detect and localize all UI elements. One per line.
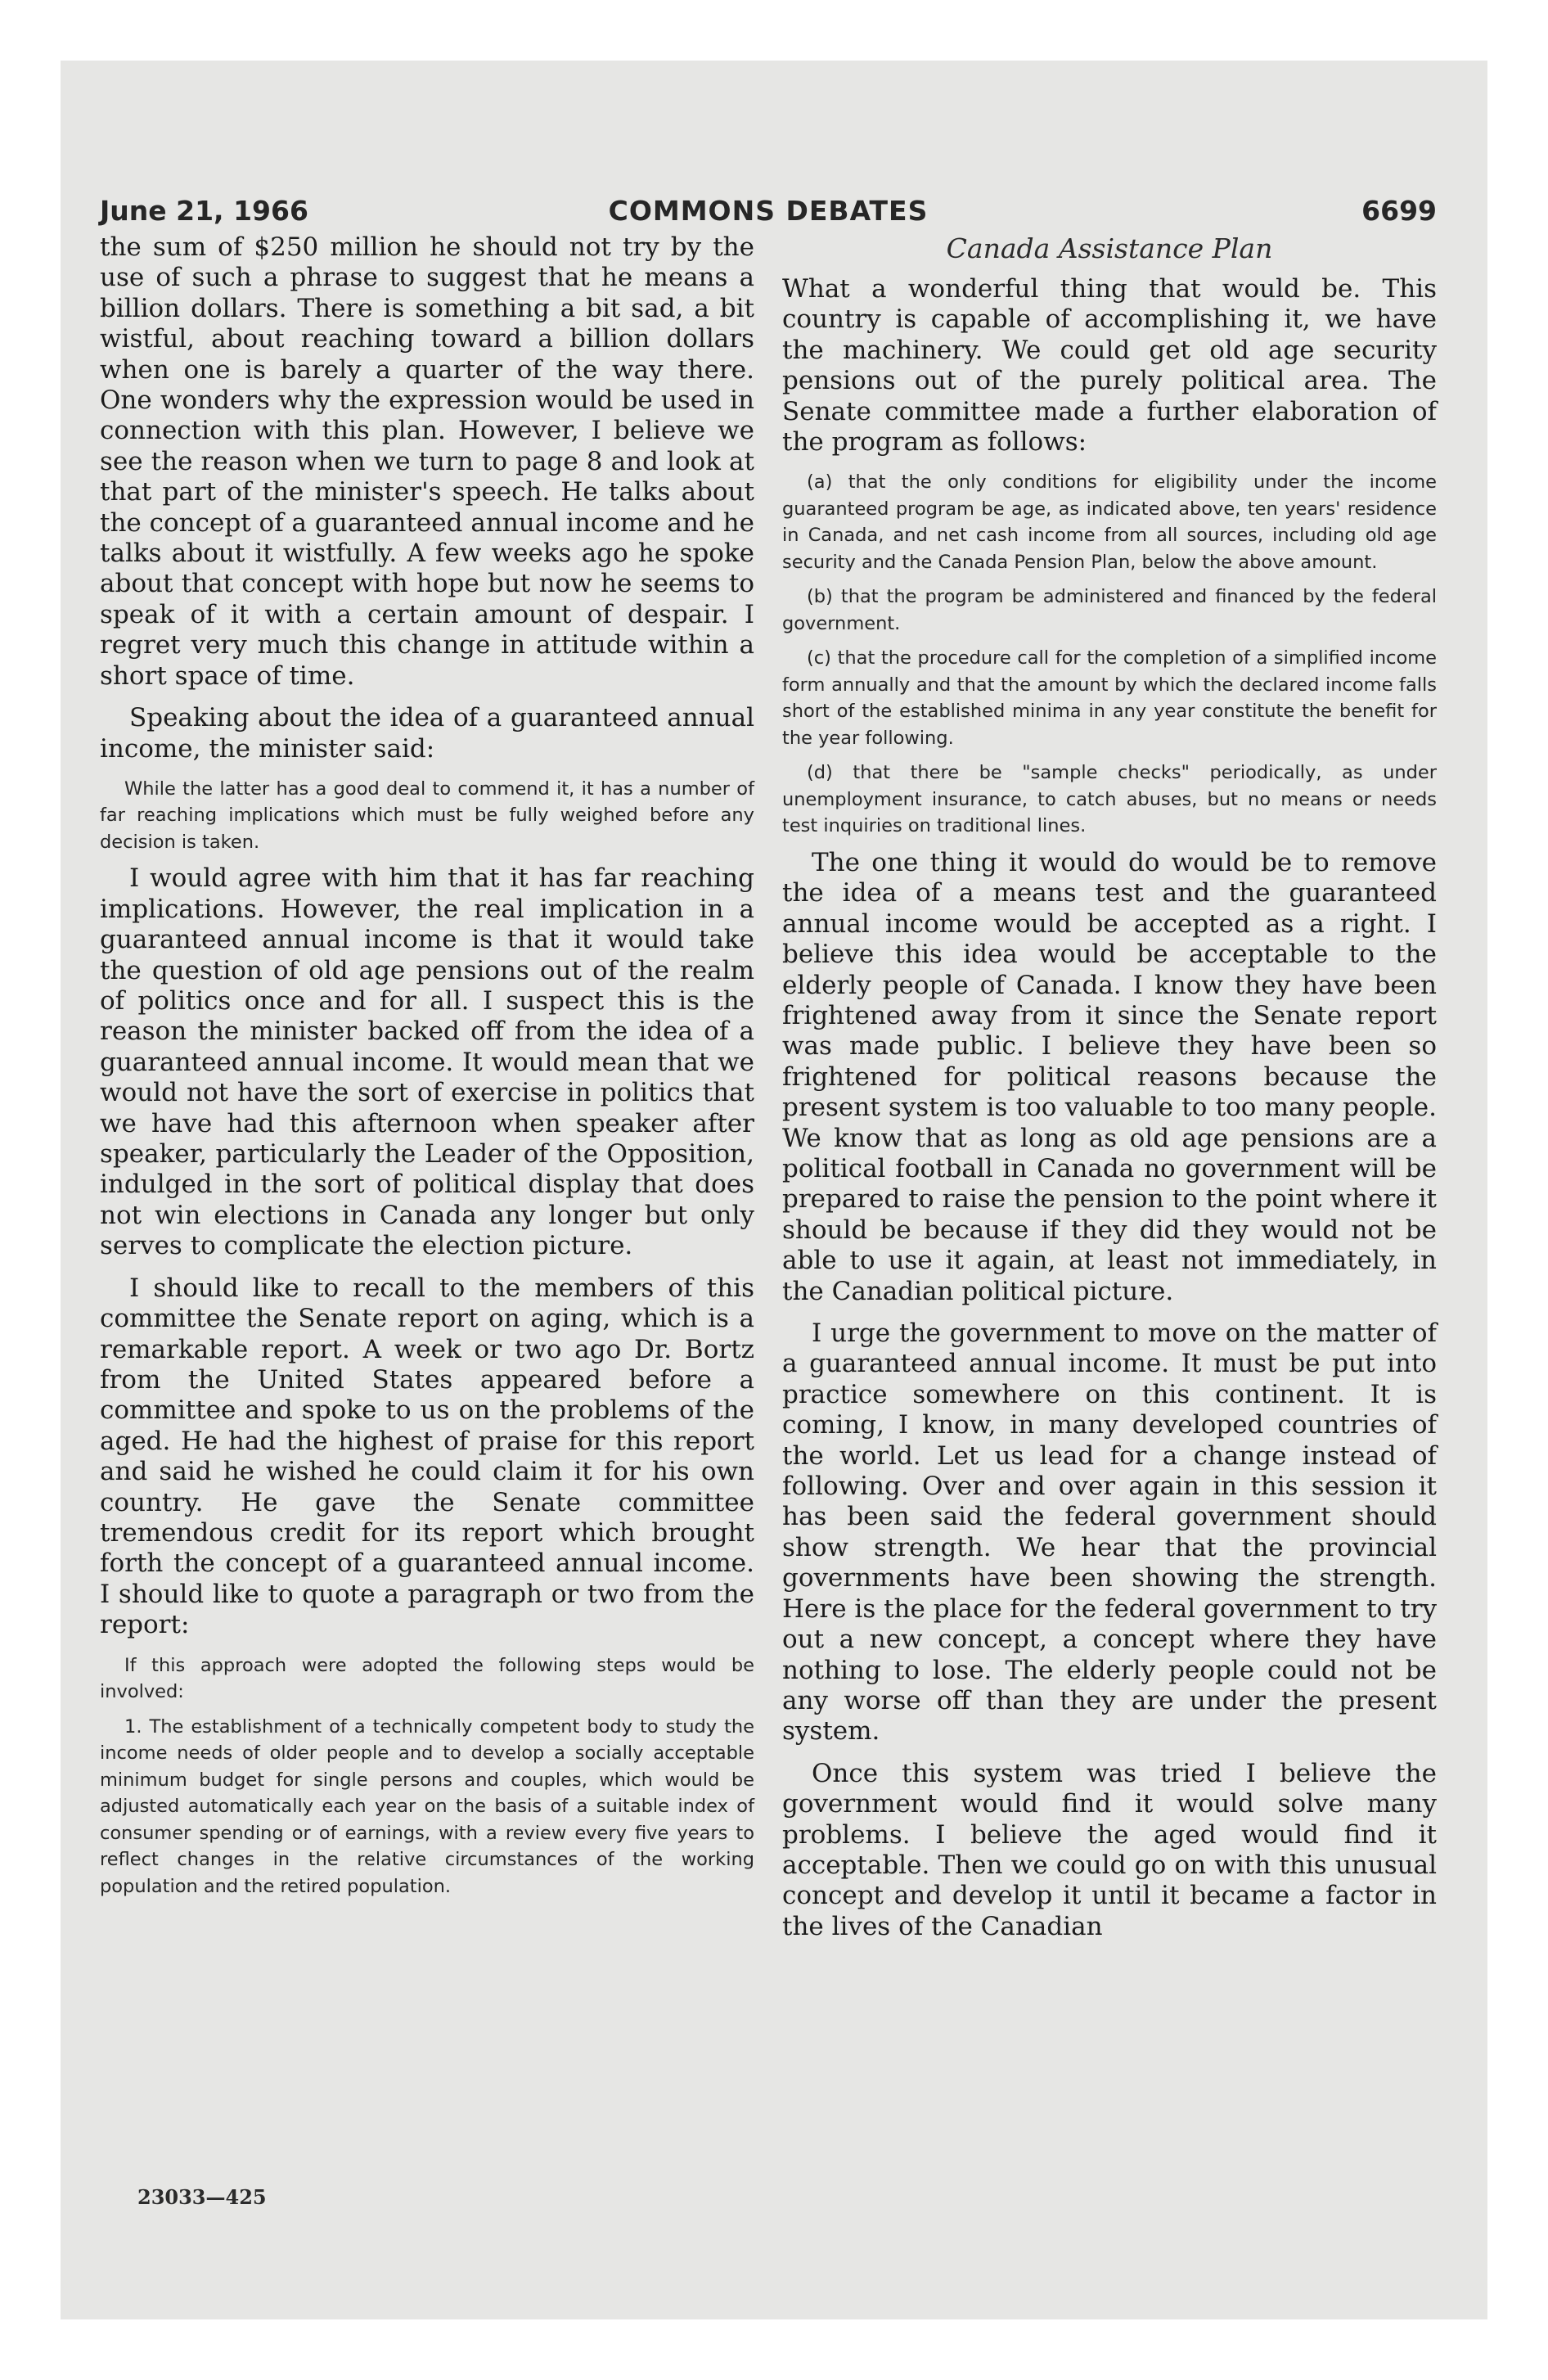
footer-signature: 23033—425 bbox=[137, 2185, 267, 2209]
paragraph: The one thing it would do would be to remove the idea of a means test and the guaranteed annual income would be accepted as a right. I believe this idea would be acceptable to the elderly people of Canada. I know they have been frightened away from it since the Senate report was made public. I believe they have been so frightened for political reasons because the present system is too valuable to too many people. We know that as long as old age pensions are a political football in Canada no government will be prepared to raise the pension to the point where it should be because if they did they would not be able to use it again, at least not immediately, in the Canadian political picture. bbox=[782, 847, 1437, 1306]
paragraph: I would agree with him that it has far reaching implications. However, the real implication in a guaranteed annual income is that it would take the question of old age pensions out of the realm of politics once and for all. I suspect this is the reason the minister backed off from the idea of a guaranteed annual income. It would mean that we would not have the sort of exercise in politics that we have had this afternoon when speaker after speaker, particularly the Leader of the Opposition, indulged in the sort of political display that does not win elections in Canada any longer but only serves to complicate the election picture. bbox=[100, 863, 754, 1261]
paragraph: I urge the government to move on the matter of a guaranteed annual income. It must be put into practice somewhere on this continent. It is coming, I know, in many developed countries of the world. Let us lead for a change instead of following. Over and over again in this session it has been said the federal government should show strength. We hear that the provincial governments have been showing the strength. Here is the place for the federal government to try out a new concept, a concept where they have nothing to lose. The elderly people could not be any worse off than they are under the present system. bbox=[782, 1318, 1437, 1747]
paragraph: Once this system was tried I believe the government would find it would solve many problems. I believe the aged would find it acceptable. Then we could go on with this unusual concept and develop it until it became a factor in the lives of the Canadian bbox=[782, 1758, 1437, 1941]
running-header bbox=[100, 195, 1437, 236]
right-column bbox=[782, 232, 1437, 1954]
header-publication: COMMONS DEBATES bbox=[608, 195, 929, 227]
left-column bbox=[100, 232, 754, 1908]
block-quote: (d) that there be "sample checks" periodically, as under unemployment insurance, to catch abuses, but no means or needs test inquiries on traditional lines. bbox=[782, 762, 1437, 837]
section-heading: Canada Assistance Plan bbox=[946, 232, 1273, 264]
block-quote: (a) that the only conditions for eligibility under the income guaranteed program be age, as indicated above, ten years' residence in Canada, and net cash income from all sources, including old age security and the Canada Pension Plan, below the above amount. bbox=[782, 471, 1437, 573]
paragraph: Speaking about the idea of a guaranteed annual income, the minister said: bbox=[100, 703, 754, 764]
block-quote: If this approach were adopted the following steps would be involved: bbox=[100, 1654, 754, 1703]
header-date: June 21, 1966 bbox=[100, 195, 308, 227]
header-page-number: 6699 bbox=[1361, 195, 1437, 227]
paragraph: I should like to recall to the members of this committee the Senate report on aging, which is a remarkable report. A week or two ago Dr. Bortz from the United States appeared before a committee and spoke to us on the problems of the aged. He had the highest of praise for this report and said he wished he could claim it for his own country. He gave the Senate committee tremendous credit for its report which brought forth the concept of a guaranteed annual income. I should like to quote a paragraph or two from the report: bbox=[100, 1273, 754, 1640]
block-quote: (b) that the program be administered and financed by the federal government. bbox=[782, 586, 1437, 634]
block-quote: (c) that the procedure call for the completion of a simplified income form annually and that the amount by which the declared income falls short of the established minima in any year constitute the benefit for the year following. bbox=[782, 647, 1437, 749]
block-quote: 1. The establishment of a technically competent body to study the income needs of older people and to develop a socially acceptable minimum budget for single persons and couples, which would be adjusted automatically each year on the basis of a suitable index of consumer spending or of earnings, with a review every five years to reflect changes in the relative circumstances of the working population and the retired population. bbox=[100, 1715, 754, 1897]
paragraph: What a wonderful thing that would be. This country is capable of accomplishing it, we have the machinery. We could get old age security pensions out of the purely political area. The Senate committee made a further elaboration of the program as follows: bbox=[782, 274, 1437, 458]
paragraph: the sum of $250 million he should not try by the use of such a phrase to suggest that he means a billion dollars. There is something a bit sad, a bit wistful, about reaching toward a billion dollars when one is barely a quarter of the way there. One wonders why the expression would be used in connection with this plan. However, I believe we see the reason when we turn to page 8 and look at that part of the minister's speech. He talks about the concept of a guaranteed annual income and he talks about it wistfully. A few weeks ago he spoke about that concept with hope but now he seems to speak of it with a certain amount of despair. I regret very much this change in attitude within a short space of time. bbox=[100, 232, 754, 691]
block-quote: While the latter has a good deal to commend it, it has a number of far reaching implications which must be fully weighed before any decision is taken. bbox=[100, 778, 754, 853]
